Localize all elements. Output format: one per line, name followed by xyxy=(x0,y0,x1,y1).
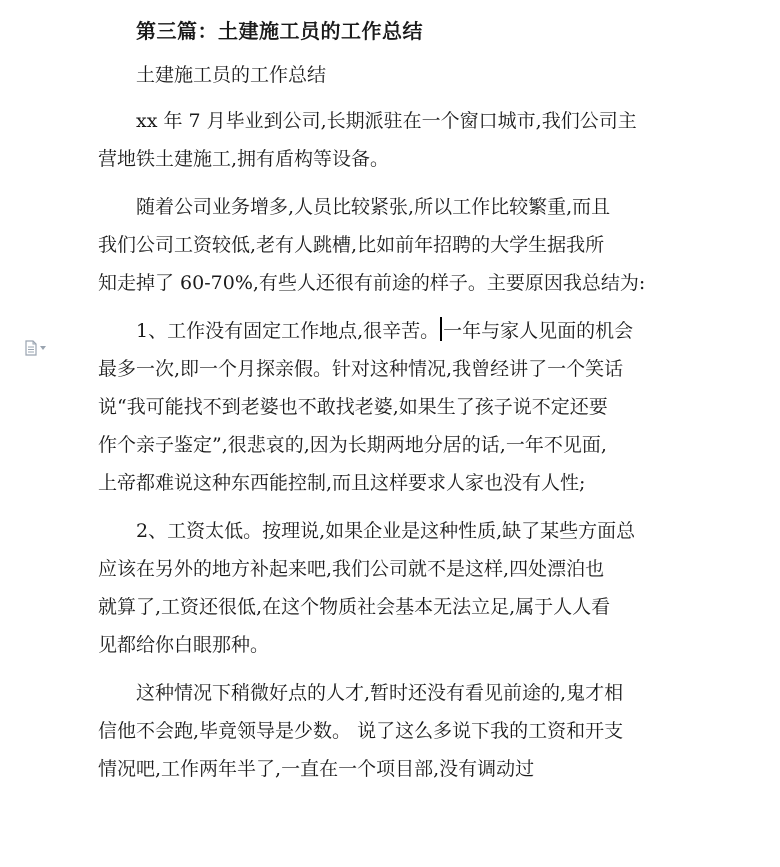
text-line: 信他不会跑,毕竟领导是少数。 说了这么多说下我的工资和开支 xyxy=(98,720,624,742)
text-line: 知走掉了 60-70%,有些人还很有前途的样子。主要原因我总结为: xyxy=(98,272,646,294)
text-line: 就算了,工资还很低,在这个物质社会基本无法立足,属于人人看 xyxy=(98,596,611,618)
text-line: 随着公司业务增多,人员比较紧张,所以工作比较繁重,而且 xyxy=(136,196,611,218)
text-line: 2、工资太低。按理说,如果企业是这种性质,缺了某些方面总 xyxy=(136,520,636,542)
text-line xyxy=(98,312,718,350)
paragraph-mark-icon xyxy=(24,340,38,356)
paragraph xyxy=(98,312,718,502)
paragraph xyxy=(98,188,718,302)
document-title: 第三篇：土建施工员的工作总结 xyxy=(136,19,423,43)
text-cursor xyxy=(440,317,442,341)
text-line: 见都给你白眼那种。 xyxy=(98,634,270,656)
text-line: 说“我可能找不到老婆也不敢找老婆,如果生了孩子说不定还要 xyxy=(98,396,608,418)
text-line: 我们公司工资较低,老有人跳槽,比如前年招聘的大学生据我所 xyxy=(98,234,605,256)
text-line: 这种情况下稍微好点的人才,暂时还没有看见前途的,鬼才相 xyxy=(136,682,624,704)
text-line: 作个亲子鉴定”,很悲哀的,因为长期两地分居的话,一年不见面, xyxy=(98,434,607,456)
text-line: 最多一次,即一个月探亲假。针对这种情况,我曾经讲了一个笑话 xyxy=(98,358,624,380)
text-line: 应该在另外的地方补起来吧,我们公司就不是这样,四处漂泊也 xyxy=(98,558,605,580)
paragraph xyxy=(98,512,718,664)
text-line: xx 年 7 月毕业到公司,长期派驻在一个窗口城市,我们公司主 xyxy=(136,110,637,132)
document-body xyxy=(98,102,718,798)
caret-down-icon xyxy=(40,346,46,350)
text-line: 情况吧,工作两年半了,一直在一个项目部,没有调动过 xyxy=(98,758,535,780)
text-segment: 1、工作没有固定工作地点,很辛苦。 xyxy=(136,320,440,342)
text-line: 上帝都难说这种东西能控制,而且这样要求人家也没有人性; xyxy=(98,472,586,494)
document-subtitle: 土建施工员的工作总结 xyxy=(136,64,327,86)
paragraph xyxy=(98,102,718,178)
text-line: 营地铁土建施工,拥有盾构等设备。 xyxy=(98,148,390,170)
paragraph xyxy=(98,674,718,788)
text-segment: 一年与家人见面的机会 xyxy=(443,320,634,342)
paragraph-marker[interactable] xyxy=(24,340,46,356)
